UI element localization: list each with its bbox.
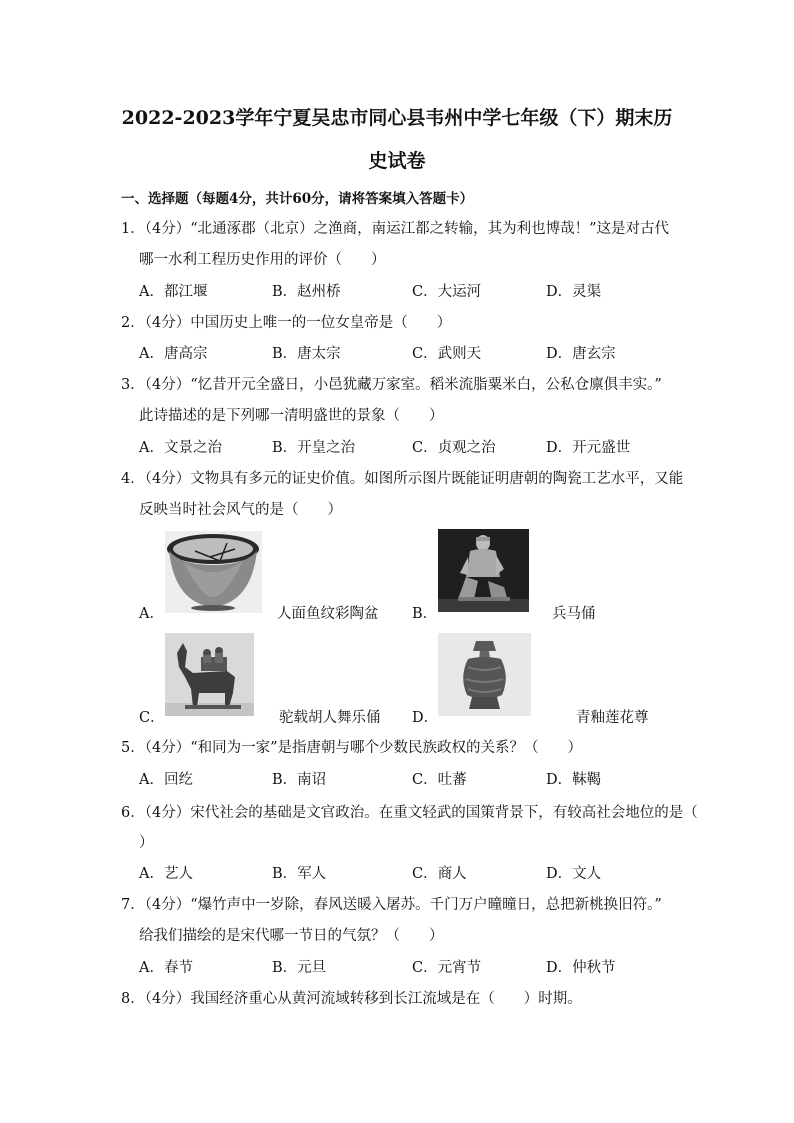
- q3-option-a: A．文景之治: [139, 440, 222, 456]
- q7-option-d: D．仲秋节: [546, 960, 616, 976]
- q6-option-c: C．商人: [412, 866, 467, 882]
- q6-option-a: A．艺人: [139, 866, 193, 882]
- question-2-text: 2．（4分）中国历史上唯一的一位女皇帝是（ ）: [121, 315, 452, 331]
- q3-option-c: C．贞观之治: [412, 440, 496, 456]
- question-8-text: 8．（4分）我国经济重心从黄河流域转移到长江流域是在（ ）时期。: [121, 991, 582, 1007]
- question-5-text: 5．（4分）“和同为一家”是指唐朝与哪个少数民族政权的关系？（ ）: [121, 740, 583, 756]
- q7-option-c: C．元宵节: [412, 960, 482, 976]
- q1-option-a: A．都江堰: [139, 284, 208, 300]
- q5-option-a: A．回纥: [139, 772, 193, 788]
- q5-option-c: C．吐蕃: [412, 772, 467, 788]
- q3-option-b: B．开皇之治: [272, 440, 356, 456]
- terracotta-warrior-image: [438, 529, 529, 612]
- question-7-text-cont: 给我们描绘的是宋代哪一节日的气氛？（ ）: [139, 928, 444, 944]
- q2-option-c: C．武则天: [412, 346, 482, 362]
- question-1-text-cont: 哪一水利工程历史作用的评价（ ）: [139, 252, 386, 268]
- q4-option-b-letter: B．: [412, 606, 438, 622]
- q4-option-a-letter: A．: [139, 606, 164, 622]
- q5-option-b: B．南诏: [272, 772, 327, 788]
- q2-option-d: D．唐玄宗: [546, 346, 616, 362]
- q6-option-b: B．军人: [272, 866, 327, 882]
- q4-option-c-caption: 驼载胡人舞乐俑: [279, 710, 381, 726]
- question-1-text: 1．（4分）“北通涿郡（北京）之渔商，南运江都之转输，其为利也博哉！”这是对古代: [121, 221, 670, 237]
- q4-option-c-letter: C．: [139, 710, 165, 726]
- q2-option-a: A．唐高宗: [139, 346, 208, 362]
- question-7-text: 7．（4分）“爆竹声中一岁除，春风送暖入屠苏。千门万户曈曈日，总把新桃换旧符。”: [121, 897, 662, 913]
- q7-option-b: B．元旦: [272, 960, 327, 976]
- q2-option-b: B．唐太宗: [272, 346, 341, 362]
- q5-option-d: D．靺鞨: [546, 772, 602, 788]
- q6-option-d: D．文人: [546, 866, 602, 882]
- section-heading: 一、选择题（每题4分，共计60分，请将答案填入答题卡）: [121, 191, 474, 207]
- exam-title-line2: 史试卷: [368, 150, 426, 172]
- camel-figurine-image: [165, 633, 254, 716]
- celadon-lotus-vase-image: [438, 633, 531, 716]
- question-4-text: 4．（4分）文物具有多元的证史价值。如图所示图片既能证明唐朝的陶瓷工艺水平，又能: [121, 471, 684, 487]
- q4-option-b-caption: 兵马俑: [552, 606, 596, 622]
- q1-option-c: C．大运河: [412, 284, 482, 300]
- q3-option-d: D．开元盛世: [546, 440, 631, 456]
- q4-option-d-caption: 青釉莲花尊: [576, 710, 649, 726]
- question-4-text-cont: 反映当时社会风气的是（ ）: [139, 502, 342, 518]
- q7-option-a: A．春节: [139, 960, 193, 976]
- q1-option-d: D．灵渠: [546, 284, 602, 300]
- question-6-text-cont: ）: [139, 835, 154, 851]
- question-3-text-cont: 此诗描述的是下列哪一清明盛世的景象（ ）: [139, 408, 444, 424]
- q4-option-d-letter: D．: [412, 710, 439, 726]
- question-6-text: 6．（4分）宋代社会的基础是文官政治。在重文轻武的国策背景下，有较高社会地位的是（: [121, 805, 698, 821]
- pottery-basin-image: [165, 531, 262, 613]
- exam-title-line1: 2022-2023学年宁夏吴忠市同心县韦州中学七年级（下）期末历: [121, 107, 673, 129]
- question-3-text: 3．（4分）“忆昔开元全盛日，小邑犹藏万家室。稻米流脂粟米白，公私仓廪俱丰实。”: [121, 377, 662, 393]
- q4-option-a-caption: 人面鱼纹彩陶盆: [277, 606, 379, 622]
- q1-option-b: B．赵州桥: [272, 284, 341, 300]
